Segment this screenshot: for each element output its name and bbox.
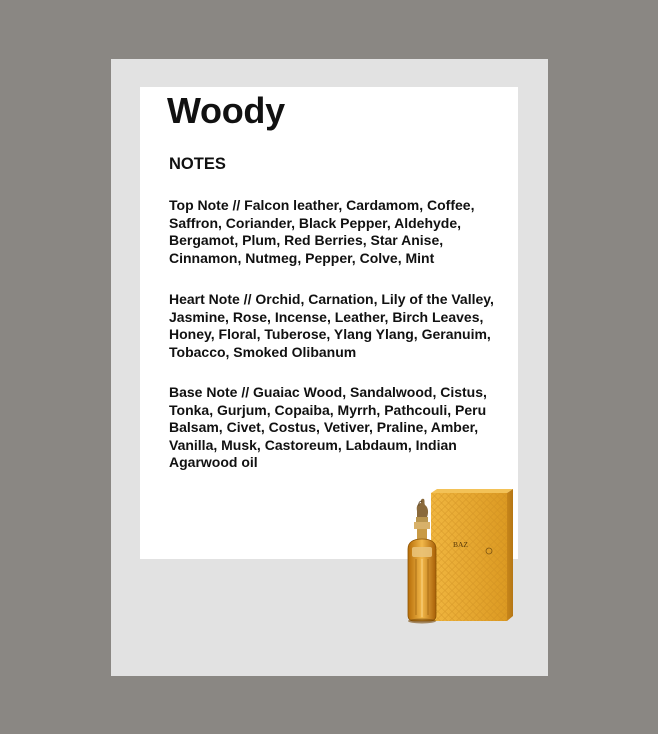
fragrance-family-title: Woody <box>167 90 285 131</box>
top-note-text: Top Note // Falcon leather, Cardamom, Coffee, Saffron, Coriander, Black Pepper, Aldehyde, Bergamot, Plum, Red Berries, Star Anise, Cinnamon, Nutmeg, Pepper, Colve, Mint <box>169 197 475 266</box>
perfume-box <box>431 489 513 621</box>
notes-heading: NOTES <box>169 155 226 173</box>
base-note-text: Base Note // Guaiac Wood, Sandalwood, Cistus, Tonka, Gurjum, Copaiba, Myrrh, Pathcouli, Peru Balsam, Civet, Costus, Vetiver, Praline, Amber, Vanilla, Musk, Castoreum, Labdaum, Indian Agarwood oil <box>169 384 487 470</box>
perfume-product-image <box>403 489 515 625</box>
box-brand-label: BAZ <box>453 540 468 549</box>
heart-note-text: Heart Note // Orchid, Carnation, Lily of the Valley, Jasmine, Rose, Incense, Leather, Birch Leaves, Honey, Floral, Tuberose, Ylang Ylang, Geranuim, Tobacco, Smoked Olibanum <box>169 291 494 360</box>
